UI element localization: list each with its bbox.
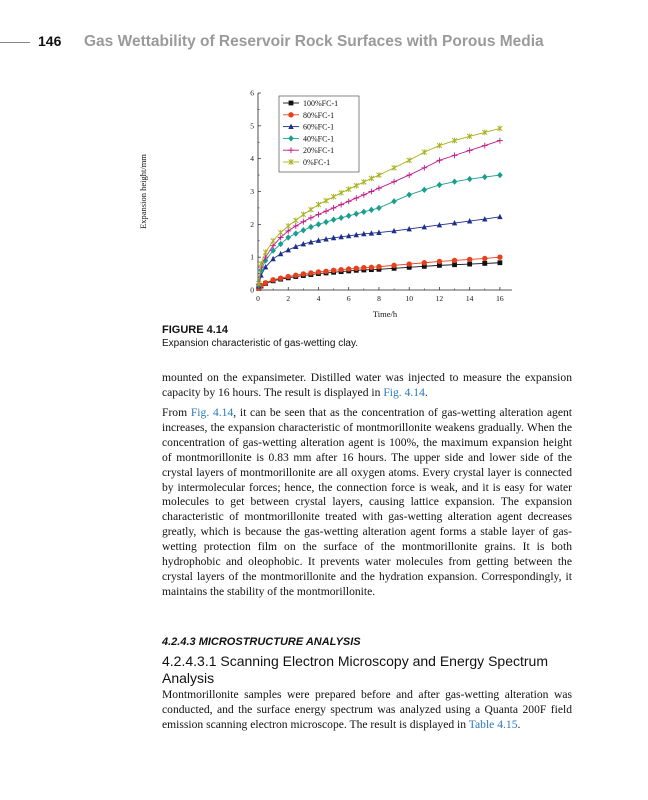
data-point [497, 254, 502, 259]
data-point [369, 175, 374, 181]
data-point [278, 251, 283, 256]
data-point [354, 266, 359, 271]
y-tick-label: 0 [250, 285, 254, 295]
y-tick-label: 5 [250, 121, 254, 131]
data-point [368, 189, 374, 195]
x-tick-label: 12 [435, 294, 444, 303]
data-point [361, 209, 367, 215]
data-point [437, 182, 443, 188]
data-point [338, 202, 344, 208]
data-point [286, 223, 291, 229]
data-point [263, 280, 268, 285]
data-point [482, 174, 488, 180]
data-point [308, 224, 314, 230]
data-point [338, 267, 343, 272]
data-point [497, 172, 503, 178]
data-point [339, 190, 344, 196]
data-point [422, 187, 428, 193]
data-point [422, 260, 427, 265]
data-point [353, 195, 359, 201]
data-point [346, 186, 351, 192]
data-point [391, 198, 397, 204]
legend-marker [289, 101, 294, 106]
data-point [324, 198, 329, 204]
data-point [467, 257, 472, 262]
data-point [338, 215, 344, 221]
data-point [406, 261, 411, 266]
x-tick-label: 8 [377, 294, 381, 303]
data-point [497, 138, 503, 144]
data-point [331, 217, 337, 223]
data-point [482, 256, 487, 261]
y-tick-label: 1 [250, 252, 254, 262]
data-point [316, 202, 321, 208]
legend-label: 60%FC-1 [303, 122, 335, 132]
data-point [361, 265, 366, 270]
series-line [259, 257, 500, 288]
data-point [369, 207, 375, 213]
data-point [407, 157, 412, 163]
data-point [406, 172, 412, 178]
data-point [308, 215, 314, 221]
figure-link-2[interactable]: Fig. 4.14 [190, 406, 234, 419]
data-point [467, 148, 473, 154]
figure-caption: Expansion characteristic of gas-wetting clay. [162, 338, 359, 349]
data-point [497, 214, 502, 219]
data-point [452, 152, 458, 158]
paragraph-1-text: mounted on the expansimeter. Distilled water was injected to measure the expansion capacity by 16 hours. The result is displayed in [162, 371, 572, 399]
data-point [406, 192, 412, 198]
data-point [270, 256, 275, 261]
table-link[interactable]: Table 4.15 [468, 717, 518, 731]
paragraph-3-text: Montmorillonite samples were prepared before and after gas-wetting alteration was conducted, and the surface energy spectrum was analyzed using a Quanta 200F field emission scanning electron microscope. The result is displayed in [162, 688, 572, 731]
x-tick-label: 2 [286, 294, 291, 303]
x-tick-label: 16 [496, 294, 504, 303]
x-tick-label: 6 [346, 294, 351, 303]
data-point [346, 198, 352, 204]
data-point [271, 238, 276, 244]
data-point [353, 211, 359, 217]
data-point [323, 208, 329, 214]
data-point [361, 192, 367, 198]
x-tick-label: 0 [256, 294, 260, 303]
legend-label: 0%FC-1 [303, 158, 331, 167]
data-point [452, 258, 457, 263]
paragraph-3-end: . [517, 717, 521, 731]
paragraph-2 [162, 406, 572, 600]
y-tick-label: 2 [250, 219, 254, 229]
x-tick-label: 10 [405, 294, 413, 303]
data-point [286, 274, 291, 279]
paragraph-1 [162, 371, 572, 401]
data-point [323, 269, 328, 274]
data-point [308, 270, 313, 275]
data-point [354, 183, 359, 189]
data-point [278, 230, 283, 236]
data-point [391, 263, 396, 268]
data-point [377, 172, 382, 178]
data-point [437, 157, 443, 163]
legend-label: 80%FC-1 [303, 110, 335, 120]
data-point [437, 259, 442, 264]
x-tick-label: 4 [316, 294, 321, 303]
data-point [346, 213, 352, 219]
data-point [301, 271, 306, 276]
data-point [293, 273, 298, 278]
chart-legend [279, 96, 359, 172]
data-point [300, 219, 306, 225]
data-point [331, 194, 336, 200]
data-point [316, 221, 322, 227]
paragraph-1-end: . [424, 385, 428, 399]
data-point [369, 265, 374, 270]
data-point [452, 178, 458, 184]
data-point [391, 179, 397, 185]
data-point [309, 207, 314, 213]
series-80fc1 [256, 254, 503, 290]
y-axis-label: Expansion height/mm [138, 154, 148, 229]
expansion-chart [0, 0, 648, 320]
data-point [376, 205, 382, 211]
data-point [421, 165, 427, 171]
data-point [346, 266, 351, 271]
data-point [293, 223, 299, 229]
data-point [482, 143, 488, 149]
legend-label: 20%FC-1 [303, 146, 335, 156]
paragraph-2-start: From [162, 406, 191, 419]
data-point [392, 165, 397, 171]
data-point [361, 179, 366, 185]
data-point [278, 275, 283, 280]
data-point [376, 185, 382, 191]
data-point [467, 262, 472, 267]
data-point [437, 143, 442, 149]
running-title: Gas Wettability of Reservoir Rock Surfaces with Porous Media [84, 33, 544, 50]
data-point [316, 269, 321, 274]
data-point [286, 247, 291, 252]
data-point [301, 227, 307, 233]
data-point [467, 176, 473, 182]
paragraph-3 [162, 688, 572, 733]
legend-label: 40%FC-1 [303, 134, 335, 144]
data-point [498, 260, 503, 265]
y-tick-label: 4 [250, 154, 254, 164]
figure-label: FIGURE 4.14 [162, 324, 229, 336]
x-axis-label: Time/h [372, 309, 398, 319]
data-point [293, 217, 298, 223]
subsection-heading-sem: 4.2.4.3.1 Scanning Electron Microscopy and Energy Spectrum Analysis [162, 653, 548, 686]
data-point [301, 212, 306, 218]
data-point [263, 249, 268, 255]
data-point [376, 264, 381, 269]
data-point [331, 205, 337, 211]
page-number: 146 [38, 33, 62, 49]
data-point [331, 268, 336, 273]
data-point [452, 138, 457, 144]
data-point [323, 219, 329, 225]
section-heading-microstructure: 4.2.4.3 MICROSTRUCTURE ANALYSIS [162, 636, 361, 648]
x-tick-label: 14 [465, 294, 474, 303]
data-point [270, 277, 275, 282]
paragraph-2-text: , it can be seen that as the concentration of gas-wetting alteration agent increases, the expansion characteristic of montmorillonite weakens gradually. When the concentration of gas-wetting alteration agent is 100%, the maximum expansion height of montmorillonite is 0.83 mm after 16 hours. The upper side and lower side of the crystal layers of montmorillonite are all oxygen atoms. Every crystal layer is connected by intermolecular forces; hence, the connection force is weak, and it is easy for water molecules to get between crystal layers, causing lattice expansion. The expansion characteristic of montmorillonite treated with gas-wetting alteration agent decreases greatly, which is because the gas-wetting alteration agent forms a stable layer of gas-wetting protection film on the surface of the montmorillonite grains. It is both hydrophobic and oleophobic. It prevents water molecules from getting between the crystal layers of the montmorillonite and the hydration expansion. Correspondingly, it maintains the stability of the montmorillonite. [162, 406, 572, 598]
data-point [293, 230, 299, 236]
legend-label: 100%FC-1 [303, 99, 339, 108]
legend-marker [288, 112, 293, 117]
data-point [316, 212, 322, 218]
figure-link-1[interactable]: Fig. 4.14 [383, 385, 425, 399]
y-tick-label: 6 [250, 88, 254, 98]
data-point [422, 149, 427, 155]
data-point [482, 261, 487, 266]
y-tick-label: 3 [250, 187, 254, 196]
